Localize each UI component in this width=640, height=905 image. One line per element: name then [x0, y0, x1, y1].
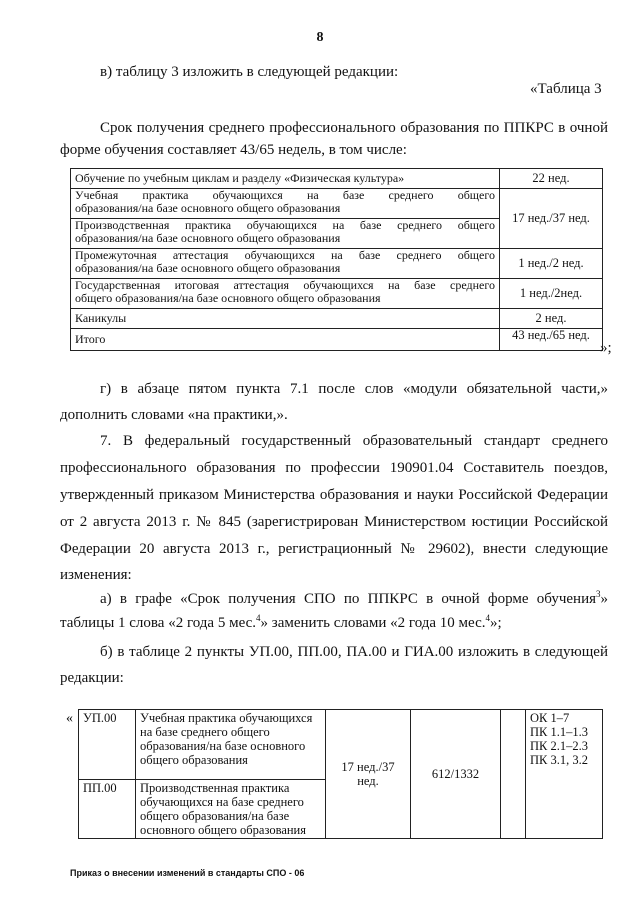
table3-cell-label: Каникулы [71, 309, 500, 329]
intro-line-2: форме обучения составляет 43/65 недель, в том числе: [60, 142, 407, 158]
footer-note: Приказ о внесении изменений в стандарты СПО - 06 [70, 868, 305, 878]
p7-line-5: Федерации 20 августа 2013 г., регистрационный № 29602), внести следующие [60, 541, 608, 557]
p7-line-6: изменения: [60, 567, 132, 583]
table3-cell-value: 22 нед. [500, 169, 603, 189]
table3-cell-value: 1 нед./2 нед. [500, 249, 603, 279]
table2-weeks: 17 нед./37 нед. [326, 710, 411, 839]
p7-line-2: профессионального образования по профессии 190901.04 Составитель поездов, [60, 460, 608, 476]
table-row [71, 189, 603, 219]
table3-cell-value: 2 нед. [500, 309, 603, 329]
table3-cell-value: 1 нед./2нед. [500, 279, 603, 309]
item-a-line-1: а) в графе «Срок получения СПО по ППКРС в очной форме обучения$^3$» [100, 589, 608, 607]
p7-line-3: утвержденный приказом Министерства образования и науки Российской Федерации [60, 487, 608, 503]
table3-cell-value: 43 нед./65 нед. [500, 329, 603, 351]
table3-cell-label: Обучение по учебным циклам и разделу «Физическая культура» [71, 169, 500, 189]
item-g-line-2: дополнить словами «на практики,». [60, 407, 288, 423]
table2-hours: 612/1332 [411, 710, 501, 839]
table2-code: УП.00 [79, 710, 136, 780]
page-number: 8 [316, 30, 324, 45]
p7-line-4: от 2 августа 2013 г. № 845 (зарегистрирован Министерством юстиции Российской [60, 514, 608, 530]
table2-description: Производственная практика обучающихся на базе среднего общего образования/на базе основного общего образования [136, 780, 326, 839]
table-row [71, 169, 603, 189]
table3-cell-label: Производственная практика обучающихся на базе среднего общего образования/на базе основного общего образования [71, 219, 500, 249]
table-row [71, 249, 603, 279]
table-reference: «Таблица 3 [530, 81, 602, 97]
intro-line-1: Срок получения среднего профессионального образования по ППКРС в очной [100, 120, 608, 136]
table-row [71, 309, 603, 329]
table3-close-mark: »; [600, 340, 612, 356]
table-row [71, 279, 603, 309]
table-row [79, 710, 603, 780]
item-b-line-1: б) в таблице 2 пункты УП.00, ПП.00, ПА.00 и ГИА.00 изложить в следующей [100, 644, 608, 660]
table2-empty-cell [501, 710, 526, 839]
table2-open-quote: « [66, 711, 73, 726]
table3-cell-label: Государственная итоговая аттестация обучающихся на базе среднего общего образования/на базе основного общего образования [71, 279, 500, 309]
p7-line-1: 7. В федеральный государственный образовательный стандарт среднего [100, 433, 608, 449]
item-a-line-2: таблицы 1 слова «2 года 5 мес.$^4$» заменить словами «2 года 10 мес.$^4$»; [60, 613, 502, 631]
table3-cell-label: Промежуточная аттестация обучающихся на базе среднего общего образования/на базе основного общего образования [71, 249, 500, 279]
table2-description: Учебная практика обучающихся на базе среднего общего образования/на базе основного общего образования [136, 710, 326, 780]
item-g-line-1: г) в абзаце пятом пункта 7.1 после слов «модули обязательной части,» [100, 381, 608, 397]
table-3 [70, 168, 603, 351]
table3-cell-label: Итого [71, 329, 500, 351]
table3-cell-label: Учебная практика обучающихся на базе среднего общего образования/на базе основного общего образования [71, 189, 500, 219]
table2-code: ПП.00 [79, 780, 136, 839]
table2-competencies: ОК 1–7 ПК 1.1–1.3 ПК 2.1–2.3 ПК 3.1, 3.2 [526, 710, 603, 839]
item-v-text: в) таблицу 3 изложить в следующей редакции: [100, 64, 399, 80]
table-row [71, 329, 603, 351]
table-2 [78, 709, 603, 839]
item-b-line-2: редакции: [60, 670, 124, 686]
table3-cell-value: 17 нед./37 нед. [500, 189, 603, 249]
